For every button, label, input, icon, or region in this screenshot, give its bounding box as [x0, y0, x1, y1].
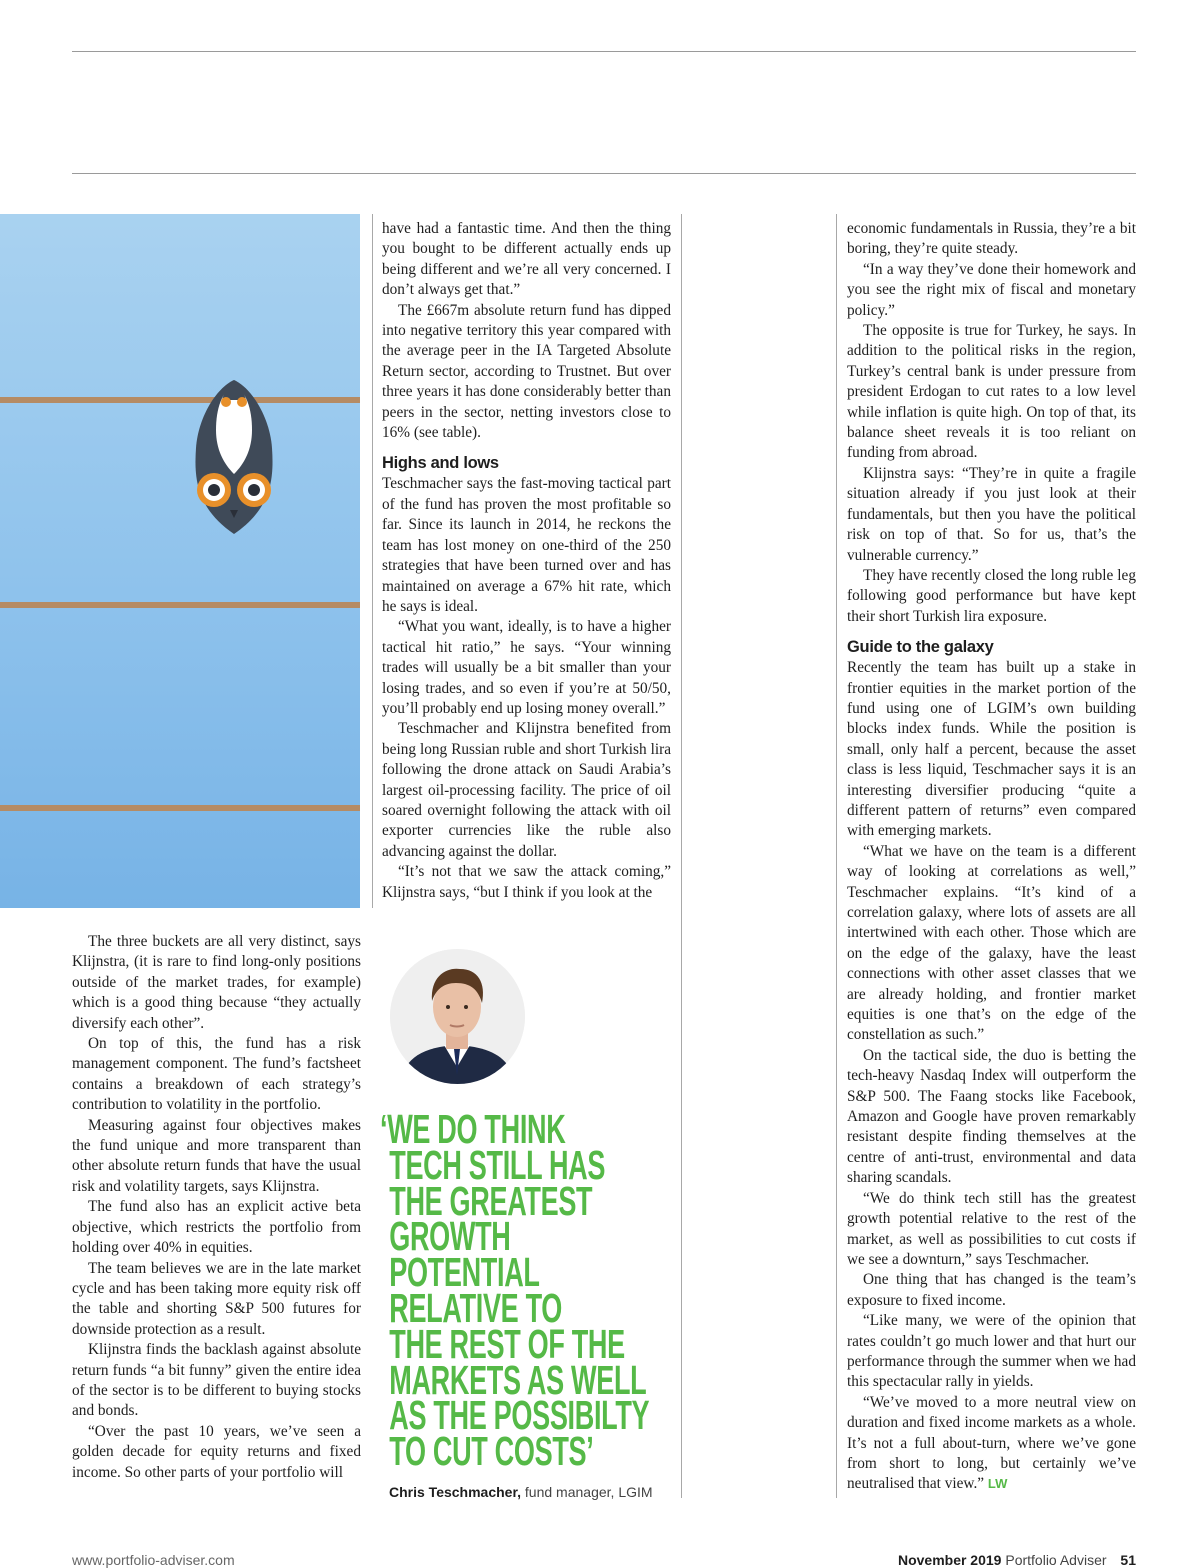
column-divider [681, 214, 682, 1498]
paragraph: “What you want, ideally, is to have a higher tactical hit ratio,” he says. “Your winning trades will usually be a bit smaller than your losing trades, and so even if you’re at 50/50, you’ll probably end up losing money overall.” [382, 618, 671, 717]
paragraph: have had a fantastic time. And then the thing you bought to be different actually ends up being different and we’re all very concerned. I don’t always get that.” [382, 220, 671, 299]
pull-quote-line: TECH STILL HAS [389, 1141, 606, 1188]
attribution-role: fund manager, LGIM [524, 1484, 653, 1500]
paragraph: “Over the past 10 years, we’ve seen a golden decade for equity returns and fixed income. So other parts of your portfolio will [72, 1422, 361, 1481]
header-rule [72, 173, 1136, 174]
attribution-name: Chris Teschmacher, [389, 1484, 522, 1500]
wire [0, 397, 360, 403]
pull-quote [380, 1106, 650, 1475]
paragraph: The opposite is true for Turkey, he says. In addition to the political risks in the region, Turkey’s central bank is under pressure from president Erdogan to cut rates to a low level while inflation is quite high. On top of that, its balance sheet reveals it is too reliant on funding from abroad. [847, 322, 1136, 462]
pull-quote-line: GROWTH [389, 1213, 511, 1260]
section-heading: Highs and lows [382, 454, 499, 473]
hanging-bat-icon [186, 378, 282, 538]
paragraph-text: “We’ve moved to a more neutral view on duration and fixed income markets as a whole. It’s not a full about-turn, where we’ve gone from short to long, but certainly we’ve neutralised that view.” [847, 1393, 1136, 1493]
article-column-middle [382, 219, 671, 903]
paragraph: economic fundamentals in Russia, they’re a bit boring, they’re quite steady. [847, 220, 1136, 258]
page-number: 51 [1120, 1552, 1136, 1568]
paragraph: Klijnstra finds the backlash against absolute return funds “a bit funny” given the entire idea of the sector is to be different to buying stocks and bonds. [72, 1341, 361, 1420]
paragraph: “What we have on the team is a different way of looking at correlations as well,” Teschmacher explains. “It’s kind of a correlation galaxy, where lots of assets are all intertwined with each other. Those which are on the edge of the galaxy, have the least connections with other asset classes that we are already holding, and frontier market equities is one that’s on the edge of the constellation as such.” [847, 842, 1136, 1044]
author-signoff: LW [987, 1476, 1008, 1492]
footer-folio [898, 1552, 1136, 1568]
paragraph: The fund also has an explicit active beta objective, which restricts the portfolio from holding over 40% in equities. [72, 1198, 361, 1257]
paragraph: “In a way they’ve done their homework and you see the right mix of fiscal and monetary policy.” [847, 260, 1136, 319]
wire [0, 805, 360, 811]
pull-quote-line: POTENTIAL [389, 1249, 540, 1296]
article-column-right [847, 219, 1136, 1495]
wire [0, 602, 360, 608]
column-divider [836, 214, 837, 1498]
paragraph: Klijnstra says: “They’re in quite a fragile situation already if you just look at their fundamentals, but then you have the political risk on top of that. So for us, that’s the vulnerable currency.” [847, 464, 1136, 564]
paragraph: One thing that has changed is the team’s exposure to fixed income. [847, 1271, 1136, 1309]
footer-website: www.portfolio-adviser.com [72, 1552, 235, 1568]
pull-quote-line: MARKETS AS WELL [389, 1356, 647, 1403]
paragraph: Teschmacher says the fast-moving tactical part of the fund has proven the most profitable so far. Since its launch in 2014, he reckons the team has lost money on one-third of the 250 strategies that have been turned over and has maintained on average a 67% hit rate, which he says is ideal. [382, 475, 671, 615]
pull-quote-attribution [389, 1484, 653, 1500]
pull-quote-line: RELATIVE TO [389, 1284, 563, 1331]
paragraph: On top of this, the fund has a risk management component. The fund’s factsheet contains a breakdown of each strategy’s contribution to volatility in the portfolio. [72, 1035, 361, 1114]
section-heading: Guide to the galaxy [847, 638, 994, 657]
pull-quote-line: THE REST OF THE [389, 1320, 625, 1367]
pull-quote-line: AS THE POSSIBILTY [389, 1392, 650, 1439]
column-divider [372, 214, 373, 908]
pull-quote-line: TO CUT COSTS’ [389, 1428, 594, 1475]
paragraph: They have recently closed the long ruble leg following good performance but have kept their short Turkish lira exposure. [847, 566, 1136, 625]
headshot-portrait-icon [390, 949, 525, 1084]
pull-quote-line: ‘WE DO THINK [380, 1106, 566, 1152]
footer-publication: Portfolio Adviser [1005, 1552, 1107, 1568]
paragraph: The team believes we are in the late market cycle and has been taking more equity risk off the table and shorting S&P 500 futures for downside protection as a result. [72, 1259, 361, 1338]
top-rule [72, 51, 1136, 52]
article-column-left [72, 932, 361, 1483]
paragraph: The three buckets are all very distinct, says Klijnstra, (it is rare to find long-only positions outside of the market trades, for example) which is a good thing because “they actually diversify each other”. [72, 933, 361, 1032]
paragraph: On the tactical side, the duo is betting the tech-heavy Nasdaq Index will outperform the S&P 500. The Faang stocks like Facebook, Amazon and Google have proven remarkably resistant despite finding themselves at the centre of anti-trust, environmental and data sharing scandals. [847, 1046, 1136, 1187]
paragraph: The £667m absolute return fund has dipped into negative territory this year compared with the average peer in the IA Targeted Absolute Return sector, according to Trustnet. But over three years it has done considerably better than peers in the sector, netting investors close to 16% (see table). [382, 301, 671, 442]
paragraph: “Like many, we were of the opinion that rates couldn’t go much lower and that hurt our performance through the summer when we had this spectacular rally in yields. [847, 1312, 1136, 1391]
paragraph: “We do think tech still has the greatest growth potential relative to the rest of the market, as well as possibilities to cut costs if we see a downturn,” says Teschmacher. [847, 1189, 1136, 1268]
paragraph: Measuring against four objectives makes the fund unique and more transparent than other absolute return funds that have the usual risk and volatility targets, says Klijnstra. [72, 1116, 361, 1195]
footer-issue: November 2019 [897, 1552, 1002, 1568]
paragraph: “It’s not that we saw the attack coming,” Klijnstra says, “but I think if you look at the [382, 863, 671, 901]
bat-on-wire-illustration [0, 214, 360, 908]
paragraph: Recently the team has built up a stake in frontier equities in the market portion of the fund using one of LGIM’s own building blocks index funds. While the position is small, only half a percent, because the asset class is less liquid, Teschmacher says it is an interesting diversifier producing “quite a different pattern of returns” even compared with emerging markets. [847, 659, 1136, 840]
pull-quote-line: THE GREATEST [389, 1177, 593, 1224]
paragraph: Teschmacher and Klijnstra benefited from being long Russian ruble and short Turkish lira following the drone attack on Saudi Arabia’s largest oil-processing facility. The price of oil soared overnight following the attack with oil exporter currencies like the ruble also advancing against the dollar. [382, 720, 671, 860]
portrait-photo [390, 949, 525, 1084]
paragraph-final [847, 1393, 1136, 1495]
